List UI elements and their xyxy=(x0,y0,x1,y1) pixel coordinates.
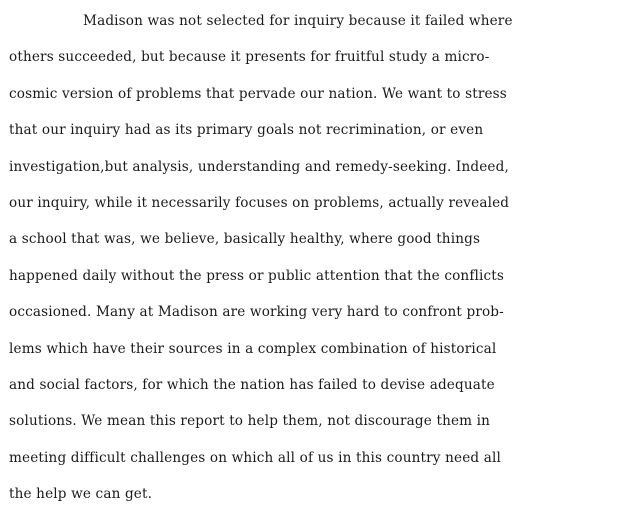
paragraph-line: occasioned. Many at Madison are working very hard to confront prob- xyxy=(9,304,504,321)
paragraph-line: a school that was, we believe, basically healthy, where good things xyxy=(9,231,481,248)
report-paragraph xyxy=(9,10,629,519)
paragraph-line: meeting difficult challenges on which all of us in this country need all xyxy=(9,449,501,466)
paragraph-line: cosmic version of problems that pervade our nation. We want to stress xyxy=(9,85,507,102)
paragraph-line: investigation,but analysis, understanding and remedy-seeking. Indeed, xyxy=(9,158,509,175)
paragraph-line: lems which have their sources in a complex combination of historical xyxy=(9,340,497,357)
paragraph-line: and social factors, for which the nation has failed to devise adequate xyxy=(9,376,495,393)
paragraph-line: the help we can get. xyxy=(9,486,153,503)
paragraph-line: happened daily without the press or public attention that the conflicts xyxy=(9,267,505,284)
paragraph-line: others succeeded, but because it presents for fruitful study a micro- xyxy=(9,49,490,66)
paragraph-line: that our inquiry had as its primary goals not recrimination, or even xyxy=(9,122,484,139)
paragraph-line: our inquiry, while it necessarily focuses on problems, actually revealed xyxy=(9,194,510,211)
paragraph-line: Madison was not selected for inquiry because it failed where xyxy=(83,13,513,29)
paragraph-line: solutions. We mean this report to help them, not discourage them in xyxy=(9,413,491,430)
